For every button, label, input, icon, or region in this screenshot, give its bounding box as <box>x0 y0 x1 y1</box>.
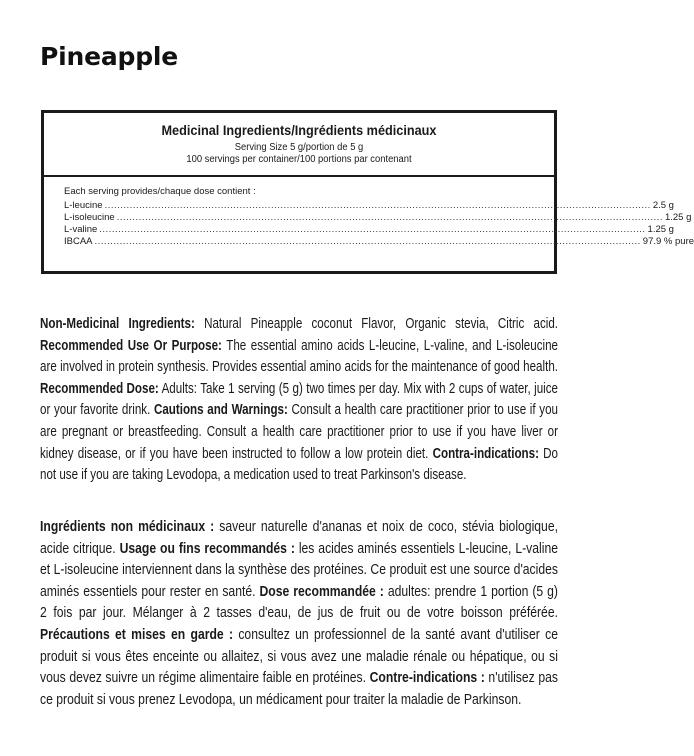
ingredient-name: IBCAA <box>64 236 93 247</box>
nonmed-text: saveur naturelle d'ananas et noix de coco, stévia biologique, acide citrique. <box>40 519 558 557</box>
ingredient-row-ibcaa <box>64 236 694 248</box>
ingredient-row-valine <box>64 224 674 236</box>
dose-label: Recommended Dose: <box>40 380 159 397</box>
dose-text: adultes: prendre 1 portion (5 g) 2 fois par jour. Mélanger à 2 tasses d'eau, de jus de fruit ou de votre boisson préférée. <box>40 583 559 622</box>
leader-dots: .............................................................................................................................................................................. <box>104 200 651 211</box>
ingredient-value: 1.25 g <box>664 212 692 223</box>
cautions-label: Cautions and Warnings: <box>153 402 288 419</box>
ingredient-name: L-valine <box>64 224 98 235</box>
contra-text: n'utilisez pas ce produit si vous prenez Levodopa, un médicament pour traiter la maladie de Parkinson. <box>40 670 558 708</box>
serving-size: Serving Size 5 g/portion de 5 g <box>234 142 364 153</box>
use-text: The essential amino acids L-leucine, L-valine, and L-isoleucine are involved in protein synthesis. Provides essential amino acids for the maintenance of good health. <box>40 337 558 376</box>
medicinal-heading: Medicinal Ingredients/Ingrédients médicinaux <box>161 123 437 138</box>
nonmed-label: Ingrédients non médicinaux : <box>40 519 215 535</box>
dose-text: Adults: Take 1 serving (5 g) two times per day. Mix with 2 cups of water, juice or your favorite drink. <box>40 380 559 419</box>
french-label-text <box>40 517 558 711</box>
use-text: les acides aminés essentiels L-leucine, L-valine et L-isoleucine interviennent dans la synthèse des protéines. Ce produit est une source d'acides aminés essentiels pour rester en santé. <box>40 540 559 600</box>
leader-dots: .............................................................................................................................................................................. <box>94 236 641 247</box>
leader-dots: .............................................................................................................................................................................. <box>99 224 646 235</box>
nonmed-label: Non-Medicinal Ingredients: <box>40 316 195 332</box>
serving-provides-label: Each serving provides/chaque dose contient : <box>64 186 256 197</box>
ingredient-row-isoleucine <box>64 212 692 224</box>
contra-label: Contre-indications : <box>369 670 485 687</box>
contra-label: Contra-indications: <box>432 445 539 462</box>
dose-label: Dose recommandée : <box>259 583 384 600</box>
ingredient-name: L-isoleucine <box>64 212 115 223</box>
ingredient-name: L-leucine <box>64 200 103 211</box>
leader-dots: .............................................................................................................................................................................. <box>116 212 663 223</box>
product-title: Pineapple <box>40 42 179 71</box>
use-label: Usage ou fins recommandés : <box>119 540 295 557</box>
panel-divider <box>44 175 554 177</box>
nonmed-text: Natural Pineapple coconut Flavor, Organic stevia, Citric acid. <box>194 316 559 332</box>
use-label: Recommended Use Or Purpose: <box>40 337 222 354</box>
english-label-text <box>40 314 558 487</box>
medicinal-ingredients-panel <box>41 110 694 274</box>
ingredient-value: 2.5 g <box>652 200 674 211</box>
ingredient-value: 97.9 % pure <box>642 236 694 247</box>
cautions-text: Consult a health care practitioner prior to use if you are pregnant or breastfeeding. Consult a health care practitioner prior to use if you have liver or kidney disease, or if you have been instructed to follow a low protein diet. <box>40 402 558 462</box>
cautions-text: consultez un professionnel de la santé avant d'utiliser ce produit si vous êtes enceinte ou allaitez, si vous avez une maladie rénale ou hépatique, ou si vous devez suivre un régime alimentaire faible en protéines. <box>40 626 559 687</box>
servings-per-container: 100 servings per container/100 portions par contenant <box>186 154 412 165</box>
contra-text: Do not use if you are taking Levodopa, a medication used to treat Parkinson's disease. <box>40 445 558 484</box>
ingredient-value: 1.25 g <box>647 224 674 235</box>
cautions-label: Précautions et mises en garde : <box>40 626 234 643</box>
ingredient-row-leucine <box>64 200 674 212</box>
